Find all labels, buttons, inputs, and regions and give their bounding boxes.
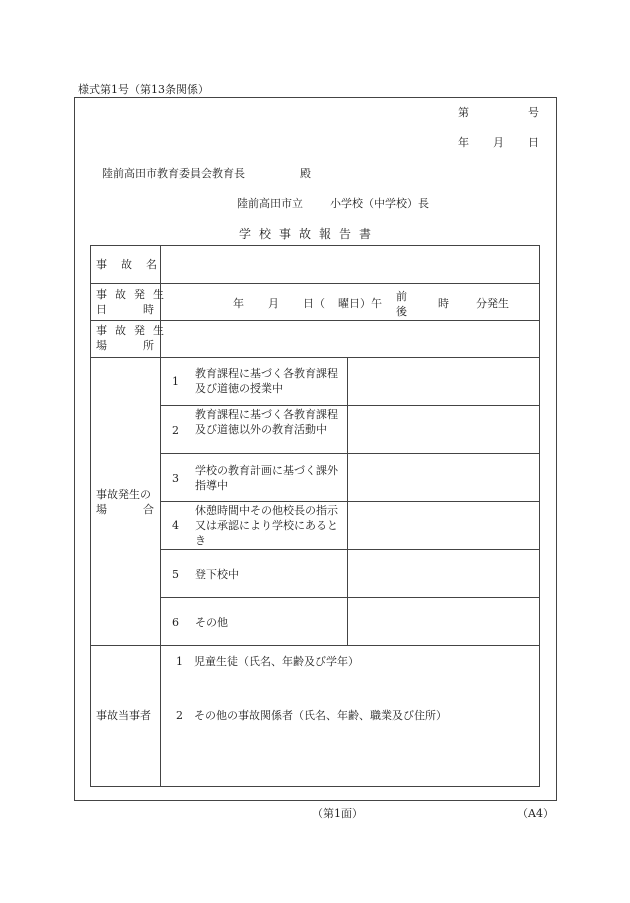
footer-page: （第1面） [312, 807, 363, 820]
situation-label-2 [96, 503, 156, 517]
datetime-label-2 [96, 303, 156, 317]
honorific: 殿 [300, 167, 311, 180]
person-1-text: 児童生徒（氏名、年齢及び学年） [194, 655, 359, 668]
place-label-1: 事故発生 [96, 324, 172, 337]
sender-suffix: 小学校（中学校）長 [330, 197, 429, 210]
dt-weekday: 曜日）午 [338, 297, 382, 310]
situation-5-num: 5 [172, 568, 179, 581]
person-2-num: 2 [176, 709, 183, 722]
date-day: 日 [528, 136, 539, 149]
situation-2-num: 2 [172, 424, 179, 437]
dt-year: 年 [233, 297, 244, 310]
number-prefix: 第 [458, 106, 469, 119]
place-label-2b: 所 [143, 339, 154, 352]
situation-4-text: 休憩時間中その他校長の指示又は承認により学校にあるとき [195, 504, 338, 547]
situation-4-num: 4 [172, 519, 179, 532]
document-title: 学校事故報告書 [239, 227, 380, 241]
situation-6-num: 6 [172, 616, 179, 629]
dt-pm: 後 [396, 305, 407, 318]
datetime-label-2b: 時 [143, 303, 154, 316]
form-frame [74, 97, 557, 801]
place-label-2 [96, 339, 156, 353]
situation-2-text: 教育課程に基づく各教育課程及び道徳以外の教育活動中 [195, 408, 338, 436]
dt-month: 月 [268, 297, 279, 310]
place-label-2a: 場 [96, 339, 107, 352]
situation-1-text: 教育課程に基づく各教育課程及び道徳の授業中 [195, 367, 338, 395]
dt-am: 前 [396, 290, 407, 303]
person-1-num: 1 [176, 655, 183, 668]
footer-size: （A4） [517, 807, 554, 820]
form-label: 様式第1号（第13条関係） [78, 83, 209, 96]
addressee: 陸前高田市教育委員会教育長 [102, 167, 245, 180]
dt-minute: 分発生 [476, 297, 509, 310]
person-2-text: その他の事故関係者（氏名、年齢、職業及び住所） [194, 709, 447, 722]
situation-label-2b: 合 [143, 503, 154, 516]
accident-name-label: 事故名 [96, 258, 171, 271]
dt-hour: 時 [438, 297, 449, 310]
situation-6-text: その他 [195, 616, 228, 629]
situation-label-1: 事故発生の [96, 488, 151, 501]
sender-prefix: 陸前高田市立 [237, 197, 303, 210]
situation-label-2a: 場 [96, 503, 107, 516]
dt-day: 日（ [303, 297, 325, 310]
date-month: 月 [493, 136, 504, 149]
situation-5-text: 登下校中 [195, 568, 239, 581]
situation-1-num: 1 [172, 375, 179, 388]
datetime-label-2a: 日 [96, 303, 107, 316]
situation-3-num: 3 [172, 472, 179, 485]
persons-label: 事故当事者 [96, 709, 151, 722]
situation-3-text: 学校の教育計画に基づく課外指導中 [195, 464, 338, 492]
datetime-label-1: 事故発生 [96, 288, 172, 301]
date-year: 年 [458, 136, 469, 149]
number-suffix: 号 [528, 106, 539, 119]
